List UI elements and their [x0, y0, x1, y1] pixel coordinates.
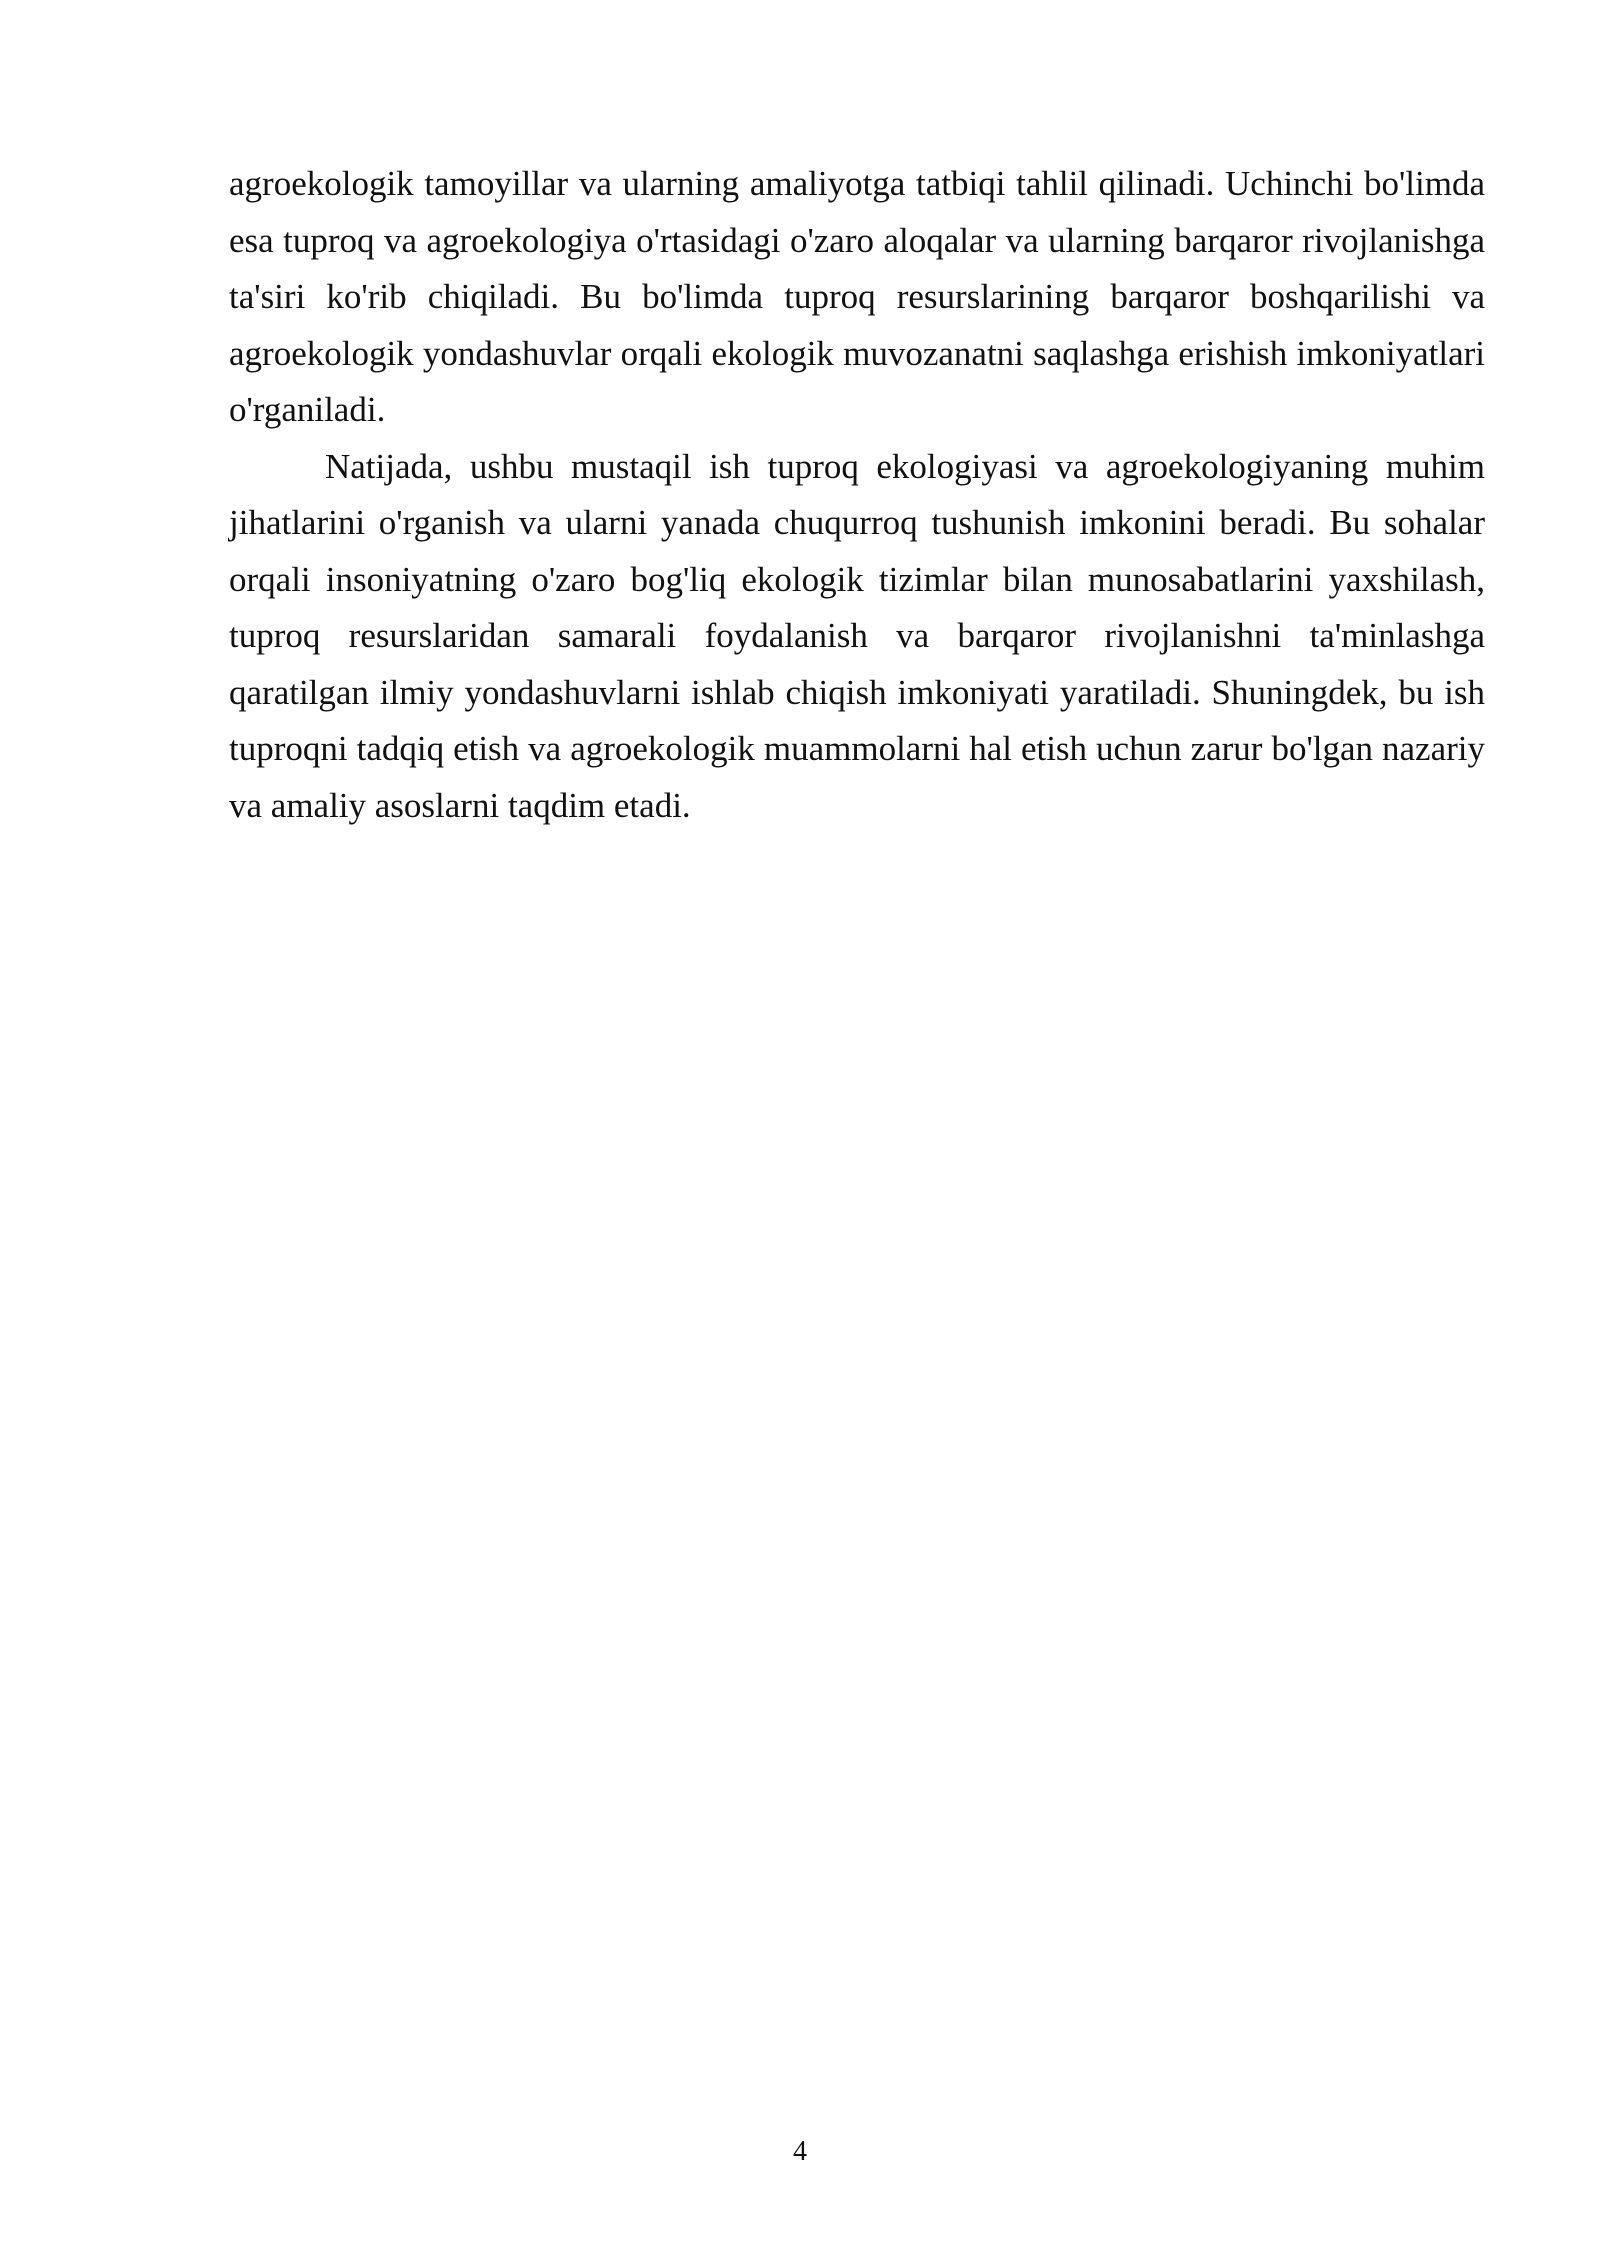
document-body	[229, 156, 1485, 834]
paragraph-conclusion: Natijada, ushbu mustaqil ish tuproq ekologiyasi va agroekologiyaning muhim jihatlarini o'rganish va ularni yanada chuqurroq tushunish imkonini beradi. Bu sohalar orqali insoniyatning o'zaro bog'liq ekologik tizimlar bilan munosabatlarini yaxshilash, tuproq resurslaridan samarali foydalanish va barqaror rivojlanishni ta'minlashga qaratilgan ilmiy yondashuvlarni ishlab chiqish imkoniyati yaratiladi. Shuningdek, bu ish tuproqni tadqiq etish va agroekologik muammolarni hal etish uchun zarur bo'lgan nazariy va amaliy asoslarni taqdim etadi.	[229, 446, 1485, 825]
paragraph-continuation: agroekologik tamoyillar va ularning amaliyotga tatbiqi tahlil qilinadi. Uchinchi bo'limda esa tuproq va agroekologiya o'rtasidagi o'zaro aloqalar va ularning barqaror rivojlanishga ta'siri ko'rib chiqiladi. Bu bo'limda tuproq resurslarining barqaror boshqarilishi va agroekologik yondashuvlar orqali ekologik muvozanatni saqlashga erishish imkoniyatlari o'rganiladi.	[229, 164, 1485, 429]
page-number: 4	[793, 2136, 807, 2167]
